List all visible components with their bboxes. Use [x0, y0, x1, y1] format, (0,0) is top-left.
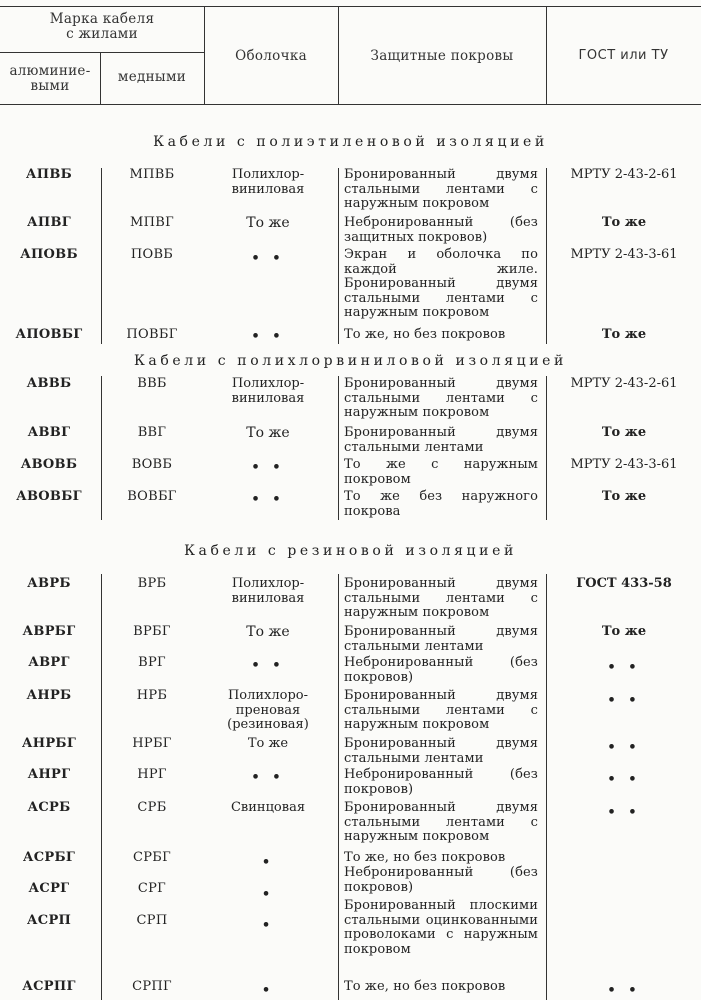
sheath-cell: Полихлор- виниловая: [231, 376, 305, 406]
sheath-cell: Полихлоро- преновая (резиновая): [227, 688, 309, 732]
covers-cell: Небронированный (без покровов): [344, 655, 538, 685]
gost-cell: ГОСТ 433-58: [576, 576, 672, 591]
sheath-cell: То же: [247, 736, 289, 751]
header-brand-group: Марка кабеля с жилами: [49, 11, 155, 42]
sheath-cell: Полихлор- виниловая: [231, 167, 305, 197]
brand-aluminum: АПОВБ: [20, 247, 78, 262]
brand-copper: ПОВБГ: [126, 327, 178, 342]
sheath-cell: То же: [246, 624, 290, 640]
covers-cell: То же без наружного покрова: [344, 489, 538, 519]
covers-cell: Бронированный двумя стальными лентами: [344, 425, 538, 455]
body-divider-1: [101, 168, 102, 344]
body-divider-2: [338, 168, 339, 344]
section-title: Кабели с резиновой изоляцией: [184, 543, 517, 559]
brand-aluminum: АВОВБ: [20, 457, 78, 472]
gost-cell: То же: [601, 489, 647, 504]
brand-copper: ВВГ: [137, 425, 167, 440]
covers-cell: То же, но без покровов: [344, 979, 506, 994]
brand-copper: СРГ: [137, 881, 167, 896]
ditto-mark: • •: [251, 251, 285, 266]
brand-aluminum: АСРП: [26, 913, 72, 928]
ditto-mark: • •: [251, 770, 285, 785]
gost-cell: МРТУ 2-43-2-61: [570, 376, 678, 391]
ditto-mark: • •: [607, 983, 641, 998]
brand-copper: ВРБ: [137, 576, 167, 591]
body-divider-9: [546, 574, 547, 1000]
gost-cell: То же: [601, 327, 647, 342]
ditto-mark: •: [261, 983, 275, 998]
gost-cell: МРТУ 2-43-3-61: [570, 247, 678, 262]
brand-aluminum: АВРГ: [28, 655, 70, 670]
brand-aluminum: АВОВБГ: [16, 489, 82, 504]
covers-cell: Бронированный двумя стальными лентами с наружным покровом: [344, 167, 538, 211]
brand-aluminum: АСРБГ: [22, 850, 76, 865]
brand-copper: НРБГ: [132, 736, 172, 751]
gost-cell: То же: [601, 425, 647, 440]
brand-copper: ВОВБГ: [127, 489, 177, 504]
brand-aluminum: АНРБ: [26, 688, 72, 703]
brand-copper: ВРБГ: [133, 624, 171, 639]
covers-cell: Бронированный двумя стальными лентами с наружным покровом: [344, 800, 538, 844]
header-gost: ГОСТ или ТУ: [578, 48, 669, 63]
header-sheath: Оболочка: [235, 48, 307, 64]
brand-copper: НРБ: [136, 688, 168, 703]
brand-aluminum: АВРБ: [27, 576, 71, 591]
brand-copper: ПОВБ: [130, 247, 174, 262]
brand-aluminum: АСРБ: [27, 800, 71, 815]
covers-cell: Бронированный двумя стальными лентами с наружным покровом: [344, 376, 538, 420]
gost-cell: То же: [601, 624, 647, 639]
covers-cell: Небронированный (без защитных покровов): [344, 215, 538, 245]
covers-cell: Небронированный (без покровов): [344, 865, 538, 895]
covers-cell: То же, но без покровов: [344, 327, 506, 342]
brand-aluminum: АСРГ: [28, 881, 70, 896]
covers-cell: То же, но без покровов: [344, 850, 506, 865]
brand-copper: МПВБ: [129, 167, 175, 182]
brand-aluminum: АВВБ: [26, 376, 72, 391]
covers-cell: Экран и оболочка по каждой жиле. Бронированный двумя стальными лентами с наружным покровом: [344, 247, 538, 320]
ditto-mark: • •: [607, 740, 641, 755]
covers-cell: Бронированный двумя стальными лентами: [344, 624, 538, 654]
section-title: Кабели с полихлорвиниловой изоляцией: [134, 353, 567, 369]
brand-copper: СРБГ: [132, 850, 172, 865]
ditto-mark: • •: [607, 805, 641, 820]
sheath-cell: Свинцовая: [230, 800, 306, 815]
ditto-mark: •: [261, 855, 275, 870]
ditto-mark: •: [261, 887, 275, 902]
covers-cell: Бронированный двумя стальными лентами: [344, 736, 538, 766]
brand-copper: СРП: [136, 913, 168, 928]
brand-aluminum: АВВГ: [27, 425, 71, 440]
covers-cell: Бронированный плоскими стальными оцинкованными проволоками с наружным покровом: [344, 898, 538, 957]
ditto-mark: • •: [607, 660, 641, 675]
body-divider-6: [546, 376, 547, 520]
sheath-cell: То же: [246, 215, 290, 231]
brand-aluminum: АПВБ: [25, 167, 73, 182]
gost-cell: То же: [601, 215, 647, 230]
brand-copper: ВРГ: [138, 655, 166, 670]
sheath-cell: Полихлор- виниловая: [231, 576, 305, 606]
ditto-mark: • •: [607, 772, 641, 787]
ditto-mark: • •: [251, 658, 285, 673]
body-divider-5: [338, 376, 339, 520]
brand-aluminum: АПОВБГ: [15, 327, 83, 342]
body-divider-7: [101, 574, 102, 1000]
header-bottom-rule: [0, 104, 701, 105]
gost-cell: МРТУ 2-43-2-61: [570, 167, 678, 182]
sheath-cell: То же: [246, 425, 290, 441]
covers-cell: Бронированный двумя стальными лентами с наружным покровом: [344, 576, 538, 620]
brand-copper: МПВГ: [129, 215, 174, 230]
ditto-mark: • •: [607, 693, 641, 708]
body-divider-8: [338, 574, 339, 1000]
covers-cell: То же с наружным покровом: [344, 457, 538, 487]
brand-copper: СРПГ: [132, 979, 172, 994]
gost-cell: МРТУ 2-43-3-61: [570, 457, 678, 472]
brand-aluminum: АПВГ: [26, 215, 72, 230]
brand-aluminum: АНРГ: [27, 767, 71, 782]
body-divider-4: [101, 376, 102, 520]
ditto-mark: • •: [251, 329, 285, 344]
brand-aluminum: АНРБГ: [21, 736, 77, 751]
ditto-mark: •: [261, 918, 275, 933]
section-title: Кабели с полиэтиленовой изоляцией: [153, 134, 548, 150]
header-brand-underline: [0, 52, 204, 53]
ditto-mark: • •: [251, 460, 285, 475]
ditto-mark: • •: [251, 492, 285, 507]
header-top-rule: [0, 6, 701, 7]
covers-cell: Небронированный (без покровов): [344, 767, 538, 797]
brand-aluminum: АВРБГ: [22, 624, 76, 639]
brand-copper: СРБ: [137, 800, 167, 815]
brand-aluminum: АСРПГ: [22, 979, 76, 994]
header-aluminum: алюминие- выми: [9, 63, 91, 94]
header-copper: медными: [117, 69, 187, 85]
body-divider-3: [546, 168, 547, 344]
brand-copper: ВВБ: [137, 376, 167, 391]
header-covers: Защитные покровы: [370, 48, 514, 64]
brand-copper: ВОВБ: [131, 457, 173, 472]
brand-copper: НРГ: [137, 767, 167, 782]
covers-cell: Бронированный двумя стальными лентами с наружным покровом: [344, 688, 538, 732]
